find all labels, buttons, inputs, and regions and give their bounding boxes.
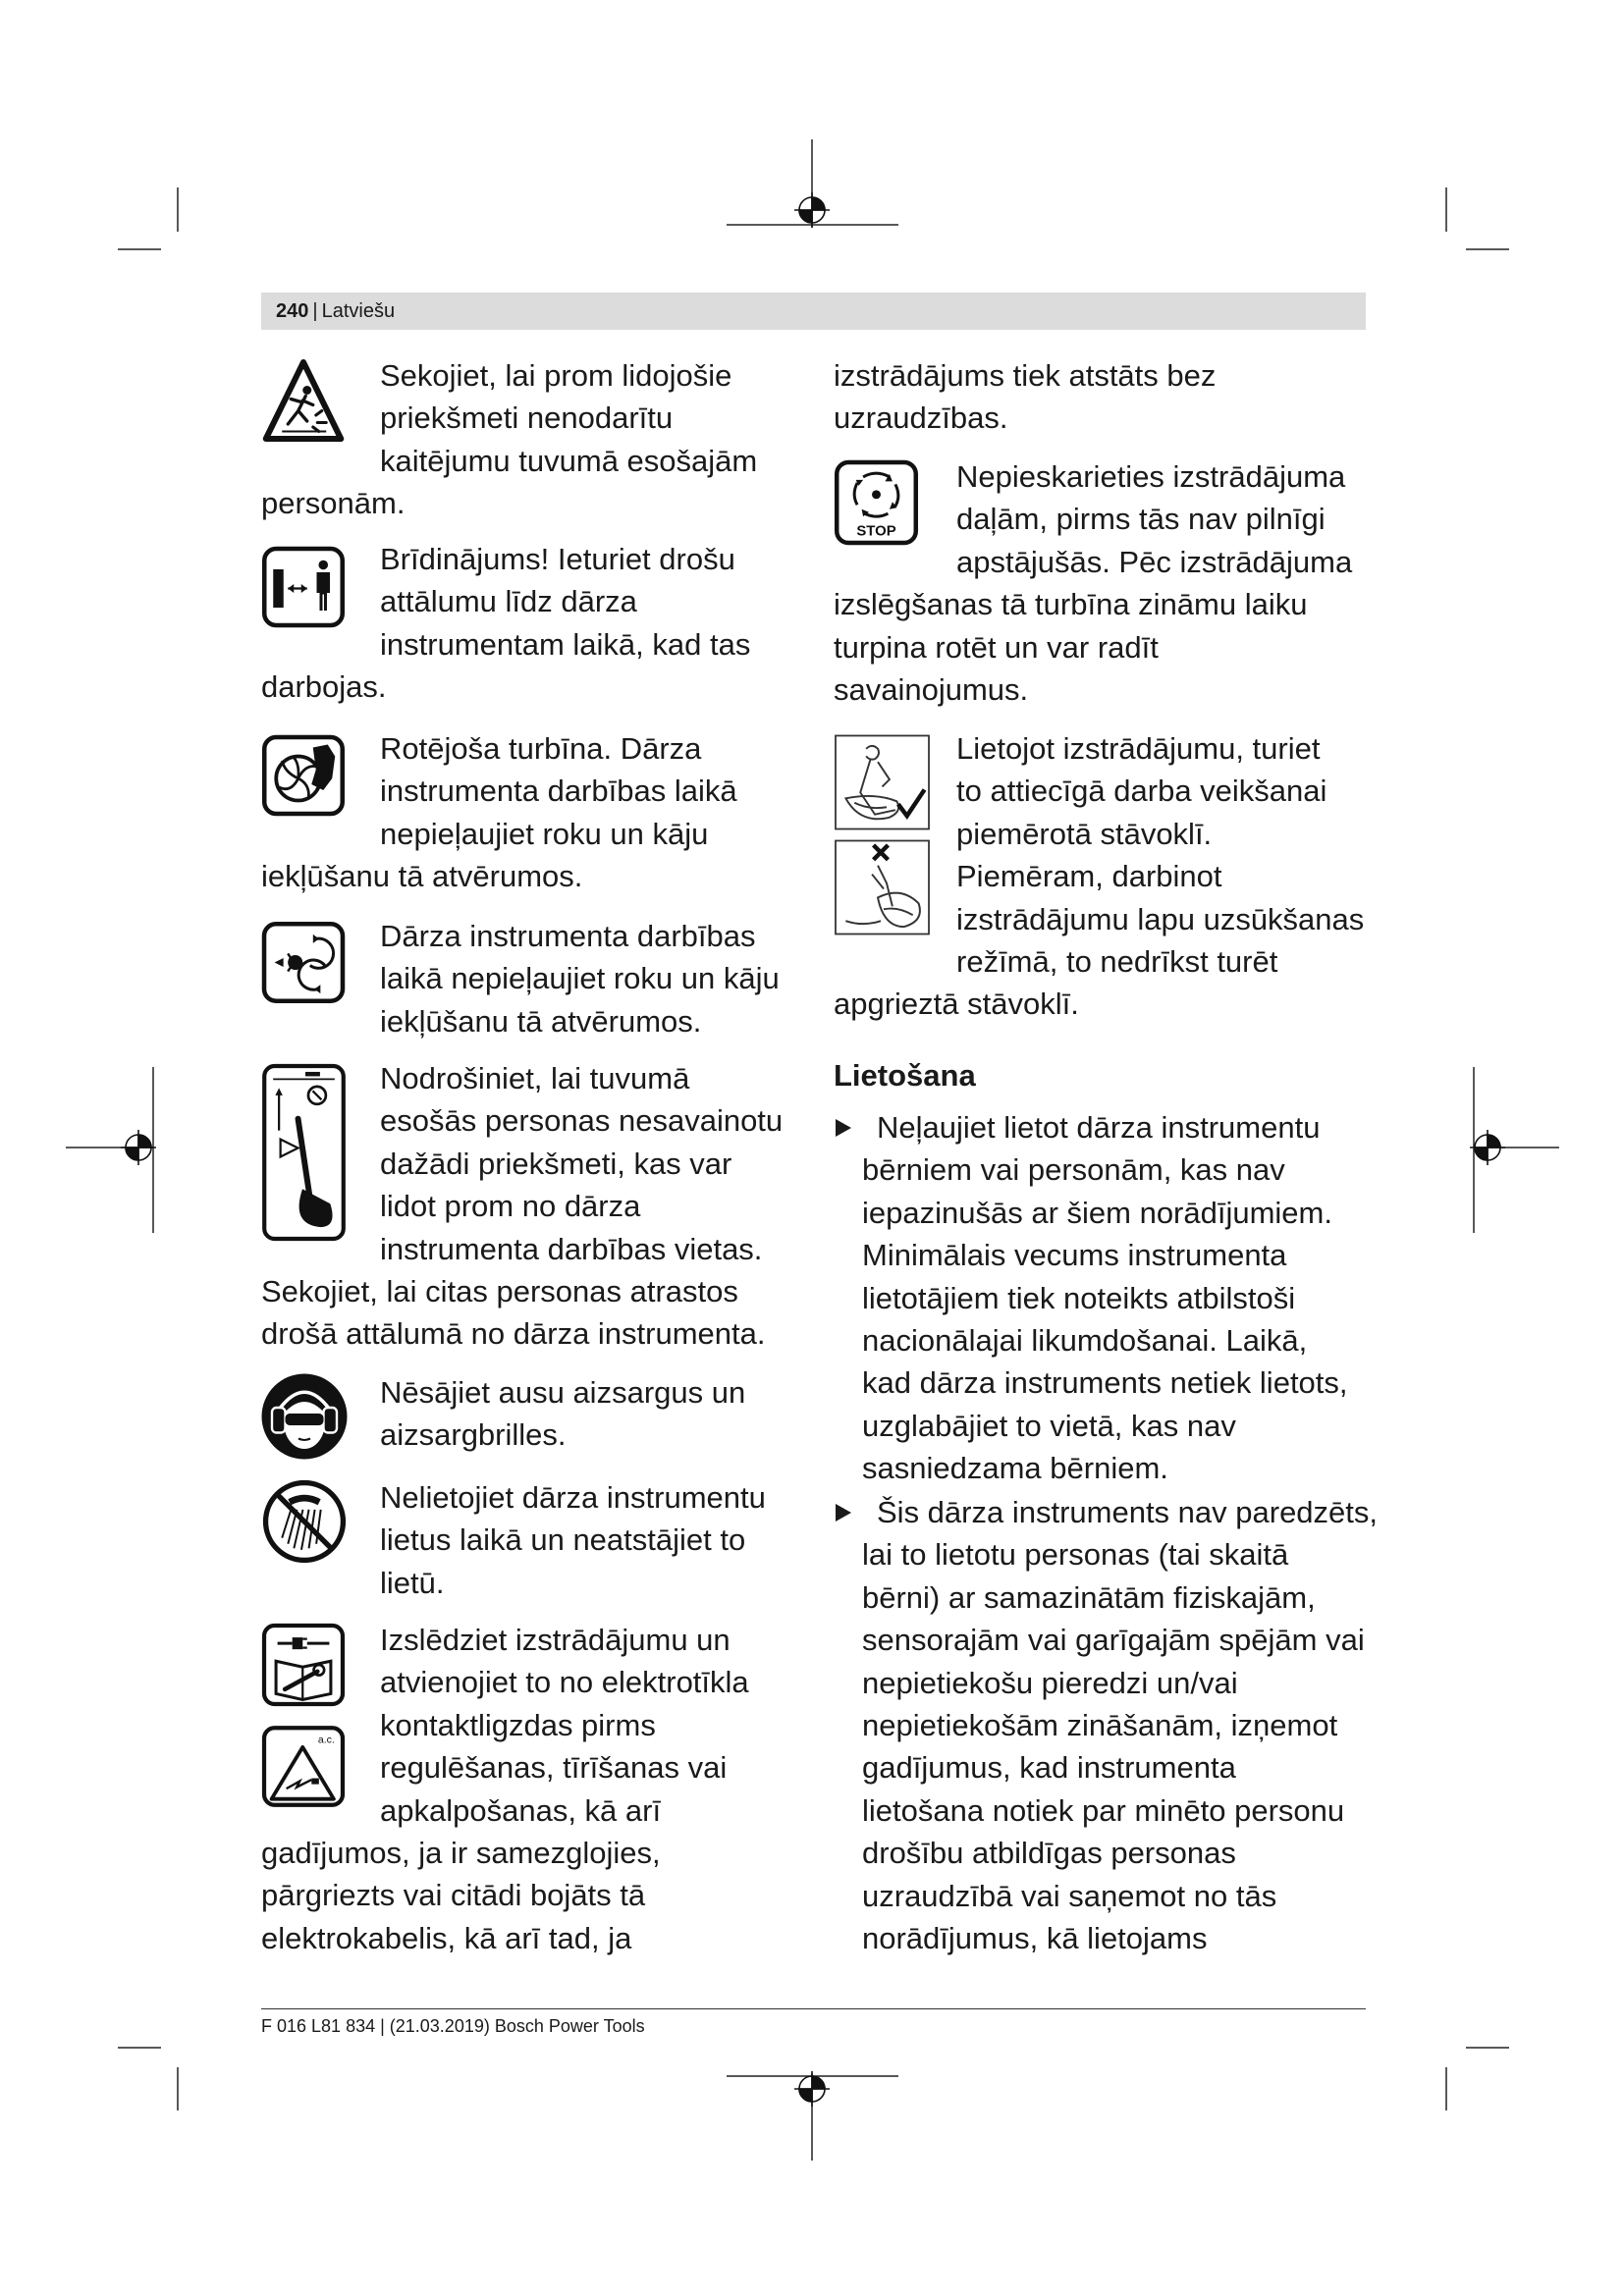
text-line: Nēsājiet ausu aizsargus un: [380, 1375, 746, 1410]
stop-warning-text: [834, 455, 1352, 711]
text-line: Brīdinājums! Ieturiet drošu: [380, 542, 735, 576]
text-line: iekļūšanu tā atvērumos.: [261, 859, 583, 894]
keep-hands-feet-away-text: [261, 915, 780, 1042]
text-line: dažādi priekšmeti, kas var: [380, 1146, 732, 1181]
text-line: lietus laikā un neatstājiet to: [380, 1522, 746, 1558]
posture-text: [834, 727, 1364, 1026]
ac-label: a.c.: [317, 1734, 335, 1746]
bullet-item: [834, 1106, 1348, 1490]
section-heading: Lietošana: [834, 1058, 976, 1093]
text-line: izstrādājumu lapu uzsūkšanas: [956, 901, 1365, 936]
text-line: lidot prom no dārza: [380, 1189, 641, 1224]
text-line: Dārza instrumenta darbības: [380, 919, 756, 953]
text-line: darbojas.: [261, 669, 387, 705]
text-line: Nodrošiniet, lai tuvumā: [380, 1061, 690, 1095]
text-line: priekšmeti nenodarītu: [380, 400, 674, 436]
unplug-before-maintenance-text: [261, 1619, 749, 1959]
ear-eye-protection-text: [261, 1371, 745, 1457]
text-line: attālumu līdz dārza: [380, 584, 637, 619]
text-line: režīmā, to nedrīkst turēt: [956, 943, 1278, 979]
text-line: bērni) ar samazinātām fiziskajām,: [862, 1579, 1316, 1615]
text-line: laikā nepieļaujiet roku un kāju: [380, 961, 780, 996]
header-separator: |: [312, 300, 318, 322]
text-line: Lietojot izstrādājumu, turiet: [956, 731, 1321, 766]
text-line: aizsargbrilles.: [380, 1417, 567, 1453]
text-line: pārgriezts vai citādi bojāts tā: [261, 1878, 646, 1913]
flying-objects-warning-text: [261, 354, 757, 525]
text-line: gadījumos, ja ir samezglojies,: [261, 1835, 661, 1870]
rotating-turbine-text: [261, 727, 737, 898]
text-line: uzglabājiet to vietā, kas nav: [862, 1408, 1236, 1443]
text-line: Sekojiet, lai citas personas atrastos: [261, 1273, 738, 1308]
page-number: 240: [276, 300, 309, 322]
text-line: apgrieztā stāvoklī.: [834, 987, 1079, 1022]
text-line: atvienojiet to no elektrotīkla: [380, 1665, 749, 1700]
text-line: instrumenta darbības vietas.: [380, 1231, 763, 1266]
text-line: sensorajām vai garīgajām spējām vai: [862, 1623, 1365, 1658]
bullet-arrow-icon: [836, 1504, 851, 1522]
registration-mark-icon: [121, 1130, 156, 1165]
text-line: instrumentam laikā, kad tas: [380, 626, 751, 662]
text-line: elektrokabelis, kā arī tad, ja: [261, 1920, 632, 1955]
text-line: nepietiekošu pieredzi un/vai: [862, 1665, 1238, 1700]
text-line: nacionālajai likumdošanai. Laikā,: [862, 1322, 1308, 1358]
text-line: nepieļaujiet roku un kāju: [380, 816, 709, 851]
text-line: kaitējumu tuvumā esošajām: [380, 443, 758, 478]
text-line: daļām, pirms tās nav pilnīgi: [956, 502, 1326, 537]
footer-document-info: F 016 L81 834 | (21.03.2019) Bosch Power Tools: [261, 2016, 645, 2036]
text-line: regulēšanas, tīrīšanas vai: [380, 1750, 728, 1786]
text-line: Piemēram, darbinot: [956, 859, 1222, 894]
text-line: savainojumus.: [834, 671, 1029, 707]
text-line: lai to lietotu personas (tai skaitā: [862, 1537, 1289, 1573]
footer-divider: [261, 2008, 1366, 2009]
text-line: lietošana notiek par minēto personu: [862, 1792, 1345, 1828]
text-line: apstājušās. Pēc izstrādājuma: [956, 544, 1353, 579]
text-line: turpina rotēt un var radīt: [834, 629, 1159, 665]
text-line: uzraudzības.: [834, 400, 1008, 436]
text-line: norādījumus, kā lietojams: [862, 1920, 1208, 1955]
stop-label: STOP: [856, 523, 896, 540]
bullet-item: [834, 1491, 1378, 1959]
text-line: iepazinušās ar šiem norādījumiem.: [862, 1195, 1332, 1230]
text-line: apkalpošanas, kā arī: [380, 1792, 662, 1828]
registration-mark-icon: [794, 192, 830, 228]
text-line: Nepieskarieties izstrādājuma: [956, 459, 1346, 494]
section-language: Latviešu: [321, 300, 396, 322]
text-line: uzraudzībā vai saņemot no tās: [862, 1878, 1277, 1913]
text-line: lietotājiem tiek noteikts atbilstoši: [862, 1280, 1296, 1315]
text-line: esošās personas nesavainotu: [380, 1103, 784, 1139]
text-line: izstrādājums tiek atstāts bez: [834, 358, 1217, 393]
text-line: Sekojiet, lai prom lidojošie: [380, 358, 732, 393]
text-line: iekļūšanu tā atvērumos.: [380, 1003, 702, 1039]
text-line: bērniem vai personām, kas nav: [862, 1152, 1285, 1188]
registration-mark-icon: [1470, 1130, 1505, 1165]
text-line: lietū.: [380, 1565, 445, 1600]
text-line: izslēgšanas tā turbīna zināmu laiku: [834, 587, 1308, 622]
text-line: Nelietojiet dārza instrumentu: [380, 1480, 766, 1515]
safety-distance-text: [261, 538, 750, 709]
text-line: Minimālais vecums instrumenta: [862, 1238, 1287, 1273]
text-line: drošā attālumā no dārza instrumenta.: [261, 1316, 766, 1352]
text-line: nepietiekošām zināšanām, izņemot: [862, 1707, 1338, 1742]
bystanders-distance-text: [261, 1057, 783, 1356]
text-line: kontaktligzdas pirms: [380, 1707, 656, 1742]
text-line: kad dārza instruments netiek lietots,: [862, 1365, 1348, 1401]
text-line: drošību atbildīgas personas: [862, 1836, 1236, 1871]
registration-mark-icon: [794, 2071, 830, 2107]
text-line: personām.: [261, 486, 406, 521]
text-line: sasniedzama bērniem.: [862, 1451, 1168, 1486]
text-line: Izslēdziet izstrādājumu un: [380, 1623, 731, 1657]
text-line: to attiecīgā darba veikšanai: [956, 774, 1327, 809]
text-line: Šis dārza instruments nav paredzēts,: [877, 1495, 1379, 1529]
no-rain-text: [261, 1476, 766, 1604]
text-line: Neļaujiet lietot dārza instrumentu: [877, 1110, 1321, 1145]
text-line: piemērotā stāvoklī.: [956, 816, 1213, 851]
text-line: Rotējoša turbīna. Dārza: [380, 731, 702, 766]
text-line: instrumenta darbības laikā: [380, 774, 737, 809]
text-line: gadījumus, kad instrumenta: [862, 1750, 1236, 1786]
bullet-arrow-icon: [836, 1119, 851, 1137]
page-header: [261, 293, 1366, 330]
continued-paragraph: [834, 354, 1216, 440]
